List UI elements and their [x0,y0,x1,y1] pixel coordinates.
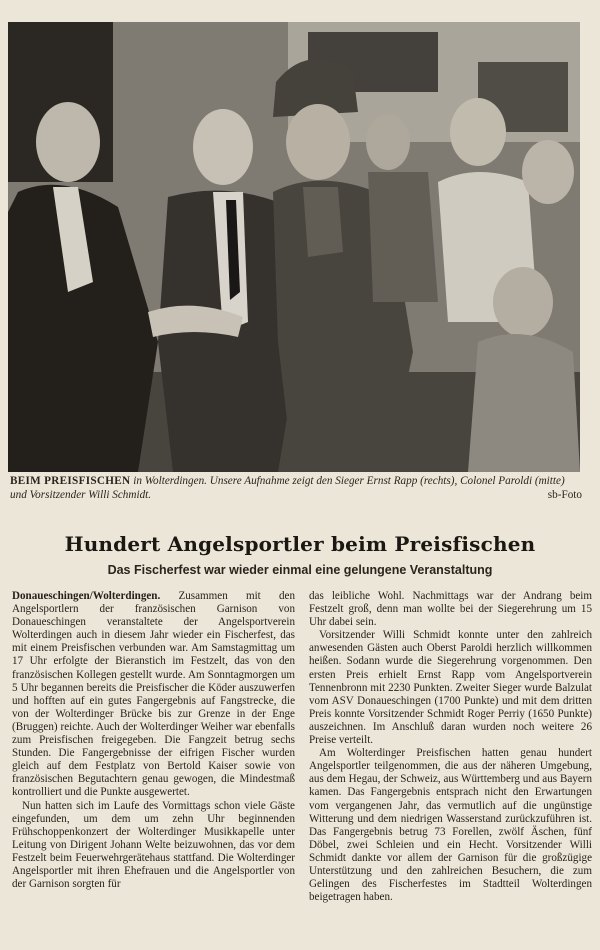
newspaper-photo-icon [8,22,580,472]
paragraph: das leibliche Wohl. Nachmittags war der Andrang beim Festzelt groß, denn man wollte bei der Siegerehrung um 15 Uhr dabei sein. [309,590,592,629]
paragraph: Am Wolterdinger Preisfischen hatten genau hundert Angelsportler teilgenommen, die aus der näheren Umgebung, aus dem Hegau, der Schweiz, aus Württemberg und aus Bayern kamen. Das Fangergebnis entsprach nicht den Erwartungen vom vergangenen Jahr, das vermutlich auf die ungünstige Witterung und dem niedrigen Wasserstand zurückzuführen ist. Das Fangergebnis betrug 73 Forellen, zwölf Äschen, fünf Döbel, zwei Schleien und ein Hecht. Vorsitzender Willi Schmidt dankte vor allem der Garnison für die großzügige Unterstützung und den zahlreichen Besuchern, die zum Gelingen des Fischerfestes im Stadtteil Wolterdingen beigetragen haben. [309,747,592,904]
news-photo [8,22,580,472]
article-subheadline: Das Fischerfest war wieder einmal eine gelungene Veranstaltung [107,563,493,577]
photo-caption [10,474,582,502]
article-headline: Hundert Angelsportler beim Preisfischen [64,532,536,556]
article-column-2 [309,590,592,940]
photo-credit: sb-Foto [547,489,582,501]
dateline: Donaueschingen/Wolterdingen. [12,590,161,602]
article-body [12,590,592,940]
paragraph: Vorsitzender Willi Schmidt konnte unter den zahlreich anwesenden Gästen auch Oberst Paroldi herzlich willkommen heißen. Sodann wurde die Siegerehrung vorgenommen. Den ersten Preis erhielt Ernst Rapp vom Angelsportverein Tennenbronn mit 2230 Punkten. Zweiter Sieger wurde Balzulat vom ASV Donaueschingen (1700 Punkte) und mit dem dritten Preis konnte Vorsitzender Schmidt Roger Perriy (1650 Punkte) auszeichnen. Im Anschluß daran wurden noch weitere 26 Preise verteilt. [309,629,592,747]
caption-text: in Wolterdingen. Unsere Aufnahme zeigt den Sieger Ernst Rapp (rechts), Colonel Paroldi (mitte) und Vorsitzender Willi Schmidt. [10,475,565,501]
article-column-1 [12,590,295,940]
paragraph: Donaueschingen/Wolterdingen. Zusammen mit den Angelsportlern der französischen Garnison von Donaueschingen veranstaltete der Angelsportverein Wolterdingen auch in diesem Jahr wieder ein Fischerfest, das mit einem Preisfischen verbunden war. Am Samstagmittag um 17 Uhr erfolgte der Bieranstich im Festzelt, das von den französischen Kollegen gestellt wurde. Am Sonntagmorgen um 5 Uhr begannen bereits die Preisfischer die Köder auszuwerfen und hofften auf ein gutes Fangergebnis auf Fangstrecke, die von der Wolterdinger Brücke bis zur Grenze in der Enge (Bruggen) reichte. Auch der Wolterdinger Weiher war ebenfalls zum Preisfischen freigegeben. Die Fangzeit betrug sechs Stunden. Die Fangergebnisse der eifrigen Fischer wurden gleich auf dem Festplatz von Bertold Kaiser sowie von französischen Begutachtern genau gewogen, die Mindestmaß kontrolliert und die Punkte ausgewertet. [12,590,295,799]
caption-lead: BEIM PREISFISCHEN [10,475,131,487]
paragraph: Nun hatten sich im Laufe des Vormittags schon viele Gäste eingefunden, um dem um zehn Uhr beginnenden Frühschoppenkonzert der Wolterdinger Musikkapelle unter Leitung von Dirigent Johann Welte beizuwohnen, das vor dem Festzelt beim Feuerwehrgerätehaus stattfand. Die Wolterdinger Angelsportler mit ihren Ehefrauen und die Angelsportler von der Garnison sorgten für [12,799,295,891]
